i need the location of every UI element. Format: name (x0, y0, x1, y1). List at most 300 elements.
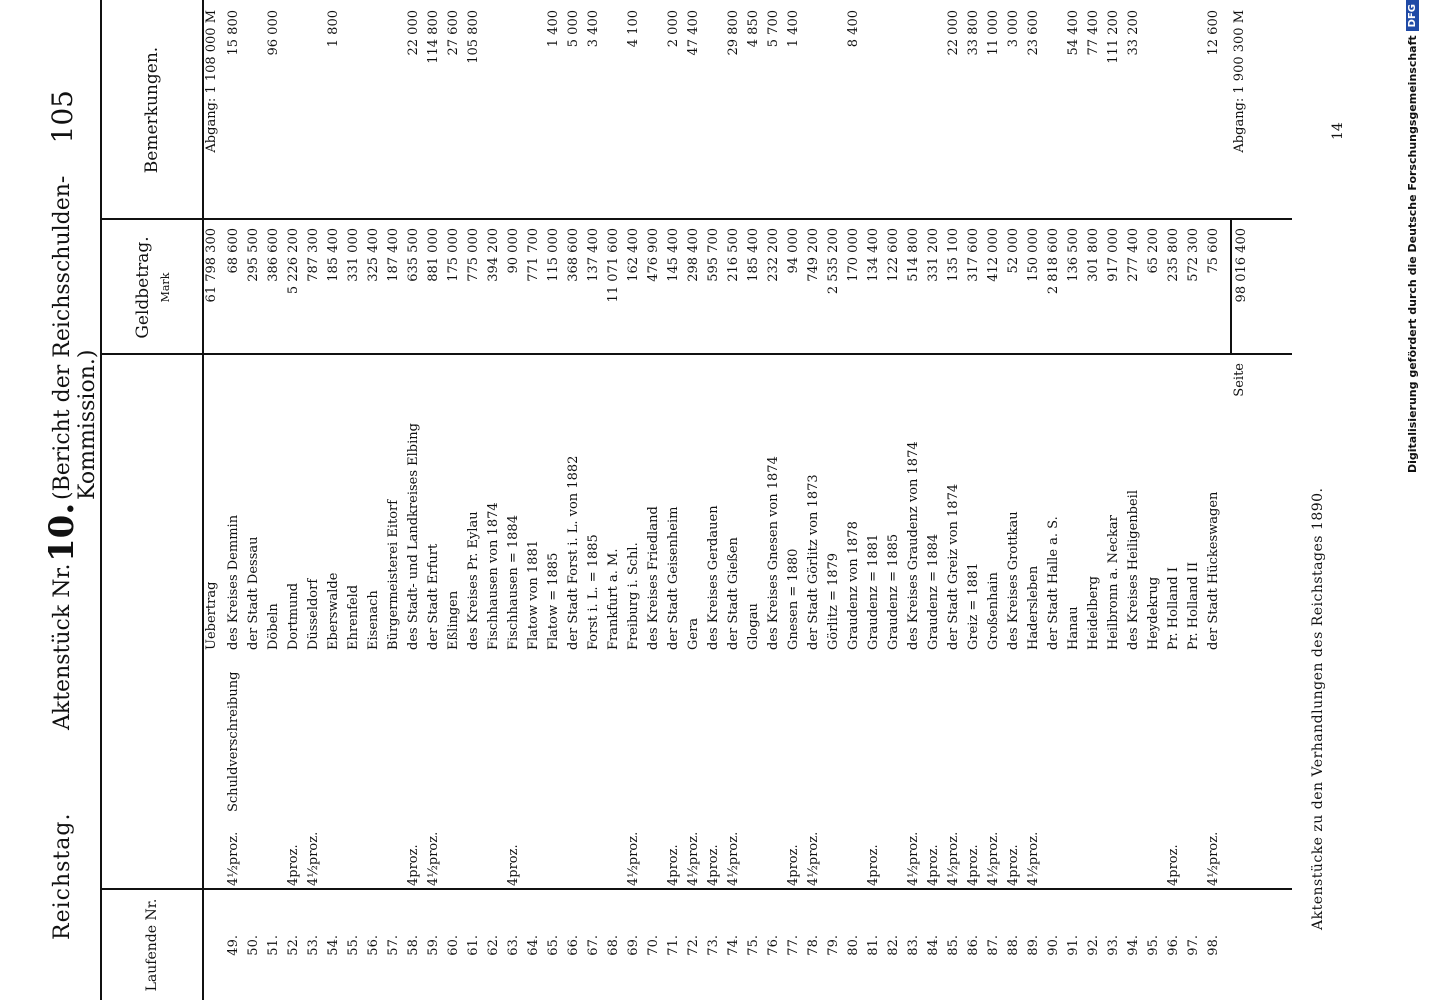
table-row (244, 890, 264, 1000)
interest-rate: 4½proz. (426, 831, 441, 886)
amount-value: 301 800 (1086, 228, 1101, 282)
amount-value: 325 400 (366, 228, 381, 282)
table-row (384, 220, 404, 355)
issuer: Greiz = 1881 (966, 562, 981, 650)
table-row (504, 355, 524, 890)
row-number: 97. (1186, 935, 1201, 956)
amount-value: 75 600 (1206, 228, 1221, 274)
remark-value: 33 800 (966, 10, 981, 56)
table-row (724, 890, 744, 1000)
issuer: Pr. Holland II (1186, 561, 1201, 650)
table-row (1004, 220, 1024, 355)
table-row (1144, 220, 1164, 355)
issuer: Fischhausen = 1884 (506, 515, 521, 650)
table-row (704, 0, 724, 220)
table-row (384, 890, 404, 1000)
issuer: Heilbronn a. Neckar (1106, 515, 1121, 650)
table-row (304, 0, 324, 220)
totals-row-amount (1230, 220, 1252, 355)
table-row (284, 355, 304, 890)
table-row (824, 355, 844, 890)
issuer: des Kreises Gnesen von 1874 (766, 456, 781, 650)
row-number: 58. (406, 935, 421, 956)
interest-rate: 4½proz. (906, 831, 921, 886)
remark-value: 3 400 (586, 10, 601, 48)
page-header (40, 90, 100, 960)
table-row (1124, 0, 1144, 220)
interest-rate: 4proz. (926, 844, 941, 886)
issuer: Heydekrug (1146, 576, 1161, 650)
table-row (624, 890, 644, 1000)
issuer: Flatow von 1881 (526, 540, 541, 650)
dfg-credit-text: Digitalisierung gefördert durch die Deutsche Forschungsgemeinschaft (1405, 35, 1419, 474)
issuer: Großenhain (986, 572, 1001, 650)
table-row (444, 355, 464, 890)
amount-header-label: Geldbetrag. (132, 236, 153, 339)
table-row (504, 220, 524, 355)
table-row (224, 890, 244, 1000)
table-row (384, 355, 404, 890)
row-number: 84. (926, 935, 941, 956)
table-row (964, 355, 984, 890)
table-row (1204, 890, 1224, 1000)
table-row (1204, 0, 1224, 220)
table-row (484, 220, 504, 355)
table-row (364, 220, 384, 355)
table-row (404, 0, 424, 220)
remark-value: 27 600 (446, 10, 461, 56)
amount-value: 572 300 (1186, 228, 1201, 282)
table-row (504, 0, 524, 220)
table-row (584, 355, 604, 890)
interest-rate: 4½proz. (806, 831, 821, 886)
table-row (904, 0, 924, 220)
table-row (564, 890, 584, 1000)
table-row (844, 355, 864, 890)
row-number: 71. (666, 935, 681, 956)
table-row (444, 0, 464, 220)
table-row (864, 220, 884, 355)
issuer: Görlitz = 1879 (826, 552, 841, 650)
remark-value: 3 000 (1006, 10, 1021, 48)
table-row (444, 220, 464, 355)
table-row (524, 0, 544, 220)
table-row (484, 0, 504, 220)
table-row (684, 890, 704, 1000)
interest-rate: 4½proz. (306, 831, 321, 886)
row-number: 66. (566, 935, 581, 956)
totals-amount: 98 016 400 (1234, 228, 1249, 303)
row-number: 52. (286, 935, 301, 956)
table-row (984, 0, 1004, 220)
table-row (804, 220, 824, 355)
interest-rate: 4proz. (406, 844, 421, 886)
row-number: 72. (686, 935, 701, 956)
table-row (1124, 355, 1144, 890)
table-row (1164, 355, 1184, 890)
table-row (884, 355, 904, 890)
row-number: 59. (426, 935, 441, 956)
totals-remark: Abgang: 1 900 300 M (1232, 10, 1247, 153)
table-row (1204, 220, 1224, 355)
remark-value: 1 400 (546, 10, 561, 48)
table-row (424, 890, 444, 1000)
amount-value: 185 400 (746, 228, 761, 282)
amount-value: 331 000 (346, 228, 361, 282)
row-number: 50. (246, 935, 261, 956)
issuer: Frankfurt a. M. (606, 548, 621, 650)
row-number: 82. (886, 935, 901, 956)
table-row (224, 355, 244, 890)
table-row (1064, 220, 1084, 355)
issuer: Döbeln (266, 603, 281, 650)
column-header-description (102, 355, 204, 890)
table-row (744, 0, 764, 220)
row-number: 60. (446, 935, 461, 956)
table-row (1084, 220, 1104, 355)
issuer: Eisenach (366, 590, 381, 650)
interest-rate: 4½proz. (1206, 831, 1221, 886)
amount-value: 595 700 (706, 228, 721, 282)
table-row (1064, 890, 1084, 1000)
column-lfd (102, 888, 1292, 1000)
row-number: 95. (1146, 935, 1161, 956)
amount-value: 135 100 (946, 228, 961, 282)
row-number: 87. (986, 935, 1001, 956)
table-row (484, 355, 504, 890)
table-row (404, 220, 424, 355)
column-header-remarks: Bemerkungen. (102, 0, 204, 220)
table-row (704, 355, 724, 890)
amount-unit-label: Mark (158, 272, 172, 303)
table-row (324, 220, 344, 355)
amount-value: 136 500 (1066, 228, 1081, 282)
table-row (644, 0, 664, 220)
table-row (704, 890, 724, 1000)
amount-value: 216 500 (726, 228, 741, 282)
table-row (1184, 890, 1204, 1000)
table-row (264, 220, 284, 355)
table-row (804, 0, 824, 220)
table-row (404, 890, 424, 1000)
totals-label: Seite (1232, 363, 1247, 397)
row-number: 90. (1046, 935, 1061, 956)
table-row (524, 220, 544, 355)
remark-value: 22 000 (946, 10, 961, 56)
row-number: 53. (306, 935, 321, 956)
remark-value: 12 600 (1206, 10, 1221, 56)
table-row (304, 890, 324, 1000)
table-row (784, 355, 804, 890)
table-row (1184, 0, 1204, 220)
table-row (244, 0, 264, 220)
table-row (984, 220, 1004, 355)
remark-value: 1 400 (786, 10, 801, 48)
amount-value: 368 600 (566, 228, 581, 282)
journal-title: Reichstag. (50, 812, 75, 940)
issuer: Graudenz von 1878 (846, 521, 861, 650)
table-row (1104, 0, 1124, 220)
page-number: 105 (46, 90, 79, 144)
table-row (784, 220, 804, 355)
carry-remark: Abgang: 1 108 000 M (204, 10, 219, 153)
table-row (904, 220, 924, 355)
issuer: Eberswalde (326, 572, 341, 650)
table-row (384, 0, 404, 220)
table-row (1044, 890, 1064, 1000)
amount-value: 2 818 600 (1046, 228, 1061, 295)
issuer: Hadersleben (1026, 565, 1041, 650)
issuer: Glogau (746, 603, 761, 650)
table-row (1024, 0, 1044, 220)
amount-value: 170 000 (846, 228, 861, 282)
row-number: 70. (646, 935, 661, 956)
amount-value: 5 226 200 (286, 228, 301, 295)
table-row (764, 220, 784, 355)
table-row (1084, 0, 1104, 220)
issuer: Dortmund (286, 582, 301, 650)
issuer: der Stadt Görlitz von 1873 (806, 474, 821, 650)
amount-value: 11 071 600 (606, 228, 621, 303)
table-row (624, 220, 644, 355)
table-row (844, 890, 864, 1000)
amount-value: 235 800 (1166, 228, 1181, 282)
issuer: Graudenz = 1884 (926, 533, 941, 650)
table-row (344, 890, 364, 1000)
table-row (264, 355, 284, 890)
table-row (1124, 890, 1144, 1000)
totals-row-label (1230, 355, 1250, 890)
amount-value: 65 200 (1146, 228, 1161, 274)
table-row (544, 890, 564, 1000)
table-row (244, 220, 264, 355)
table-row (404, 355, 424, 890)
row-number: 49. (226, 935, 241, 956)
amount-value: 122 600 (886, 228, 901, 282)
row-number: 51. (266, 935, 281, 956)
table-row (1004, 890, 1024, 1000)
table-row (524, 355, 544, 890)
row-number: 69. (626, 935, 641, 956)
table-row (424, 355, 444, 890)
column-header-lfd: Laufende Nr. (102, 890, 204, 1000)
table-row (944, 0, 964, 220)
issuer: der Stadt Gießen (726, 537, 741, 650)
table-row (264, 890, 284, 1000)
table-row (1184, 355, 1204, 890)
sheet-signature: 14 (1330, 122, 1346, 140)
table-row (1024, 355, 1044, 890)
row-number: 61. (466, 935, 481, 956)
interest-rate: 4proz. (1166, 844, 1181, 886)
table-row (224, 0, 244, 220)
debt-table (100, 0, 1292, 1000)
table-row (1064, 0, 1084, 220)
report-title: (Bericht der Reichsschulden-Kommission.) (50, 175, 100, 500)
dfg-logo: DFG (1406, 0, 1419, 31)
table-row (464, 355, 484, 890)
interest-rate: 4proz. (866, 844, 881, 886)
amount-value: 90 000 (506, 228, 521, 274)
amount-value: 412 000 (986, 228, 1001, 282)
table-row (1024, 890, 1044, 1000)
table-row (324, 355, 344, 890)
table-row (1084, 355, 1104, 890)
row-number: 68. (606, 935, 621, 956)
table-row (1124, 220, 1144, 355)
table-row (904, 355, 924, 890)
amount-value: 277 400 (1126, 228, 1141, 282)
remark-value: 5 700 (766, 10, 781, 48)
totals-row-remark (1230, 0, 1250, 220)
table-row (944, 220, 964, 355)
interest-rate: 4½proz. (686, 831, 701, 886)
row-number: 73. (706, 935, 721, 956)
bond-type: Schuldverschreibung (226, 671, 241, 812)
issuer: Gnesen = 1880 (786, 548, 801, 650)
amount-value: 232 200 (766, 228, 781, 282)
amount-value: 295 500 (246, 228, 261, 282)
interest-rate: 4proz. (1006, 844, 1021, 886)
row-number: 75. (746, 935, 761, 956)
amount-value: 115 000 (546, 228, 561, 282)
row-number: 80. (846, 935, 861, 956)
dfg-credit (1398, 0, 1426, 1000)
remark-value: 8 400 (846, 10, 861, 48)
table-row (1164, 220, 1184, 355)
table-row (604, 0, 624, 220)
table-row (1144, 0, 1164, 220)
table-row (684, 220, 704, 355)
remark-value: 77 400 (1086, 10, 1101, 56)
amount-value: 881 000 (426, 228, 441, 282)
carry-amount: 61 798 300 (204, 228, 219, 303)
remark-value: 15 800 (226, 10, 241, 56)
table-row (324, 890, 344, 1000)
issuer: des Kreises Gerdauen (706, 505, 721, 650)
amount-value: 134 400 (866, 228, 881, 282)
row-number: 81. (866, 935, 881, 956)
table-row (724, 355, 744, 890)
row-number: 54. (326, 935, 341, 956)
table-row (744, 355, 764, 890)
table-row (844, 0, 864, 220)
amount-value: 635 500 (406, 228, 421, 282)
issuer: Eßlingen (446, 590, 461, 650)
row-number: 98. (1206, 935, 1221, 956)
row-number: 76. (766, 935, 781, 956)
interest-rate: 4½proz. (986, 831, 1001, 886)
table-row (544, 355, 564, 890)
table-row (924, 0, 944, 220)
table-row (1044, 0, 1064, 220)
row-number: 62. (486, 935, 501, 956)
table-row (1024, 220, 1044, 355)
table-row (964, 0, 984, 220)
issuer: Gera (686, 617, 701, 650)
table-row (364, 890, 384, 1000)
table-row (744, 890, 764, 1000)
table-row (344, 220, 364, 355)
table-row (664, 890, 684, 1000)
amount-value: 52 000 (1006, 228, 1021, 274)
amount-value: 386 600 (266, 228, 281, 282)
amount-value: 749 200 (806, 228, 821, 282)
remark-value: 29 800 (726, 10, 741, 56)
amount-value: 331 200 (926, 228, 941, 282)
row-number: 56. (366, 935, 381, 956)
amount-value: 137 400 (586, 228, 601, 282)
amount-value: 2 535 200 (826, 228, 841, 295)
table-row (604, 220, 624, 355)
table-row (724, 0, 744, 220)
remark-value: 96 000 (266, 10, 281, 56)
table-row (644, 220, 664, 355)
interest-rate: 4½proz. (226, 831, 241, 886)
row-number: 57. (386, 935, 401, 956)
row-number: 55. (346, 935, 361, 956)
row-number: 96. (1166, 935, 1181, 956)
table-row (884, 0, 904, 220)
remark-value: 111 200 (1106, 10, 1121, 64)
table-row (504, 890, 524, 1000)
issuer: Graudenz = 1885 (886, 533, 901, 650)
table-row (224, 220, 244, 355)
table-row (284, 220, 304, 355)
issuer: der Stadt Forst i. L. von 1882 (566, 455, 581, 650)
row-number: 74. (726, 935, 741, 956)
table-row (864, 0, 884, 220)
table-row (1004, 0, 1024, 220)
remark-value: 47 400 (686, 10, 701, 56)
table-row (424, 220, 444, 355)
table-row (644, 355, 664, 890)
remark-value: 1 800 (326, 10, 341, 48)
interest-rate: 4proz. (286, 844, 301, 886)
amount-value: 476 900 (646, 228, 661, 282)
table-row (724, 220, 744, 355)
carry-row-label (202, 355, 222, 890)
issuer: Pr. Holland I (1166, 567, 1181, 650)
row-number: 85. (946, 935, 961, 956)
table-row (1044, 355, 1064, 890)
issuer: Heidelberg (1086, 576, 1101, 650)
remark-value: 4 850 (746, 10, 761, 48)
table-row (244, 355, 264, 890)
issuer: Ehrenfeld (346, 584, 361, 650)
issuer: des Kreises Demmin (226, 514, 241, 650)
row-number: 93. (1106, 935, 1121, 956)
table-row (424, 0, 444, 220)
issuer: Düsseldorf (306, 578, 321, 650)
table-row (864, 890, 884, 1000)
table-row (624, 355, 644, 890)
column-amount (102, 218, 1292, 355)
table-row (824, 0, 844, 220)
issuer: des Kreises Heiligenbeil (1126, 490, 1141, 650)
amount-value: 775 000 (466, 228, 481, 282)
remark-value: 11 000 (986, 10, 1001, 56)
amount-value: 317 600 (966, 228, 981, 282)
remark-value: 54 400 (1066, 10, 1081, 56)
table-row (664, 220, 684, 355)
interest-rate: 4proz. (706, 844, 721, 886)
table-row (564, 0, 584, 220)
table-row (304, 220, 324, 355)
interest-rate: 4proz. (666, 844, 681, 886)
issuer: des Kreises Pr. Eylau (466, 511, 481, 650)
table-row (364, 0, 384, 220)
